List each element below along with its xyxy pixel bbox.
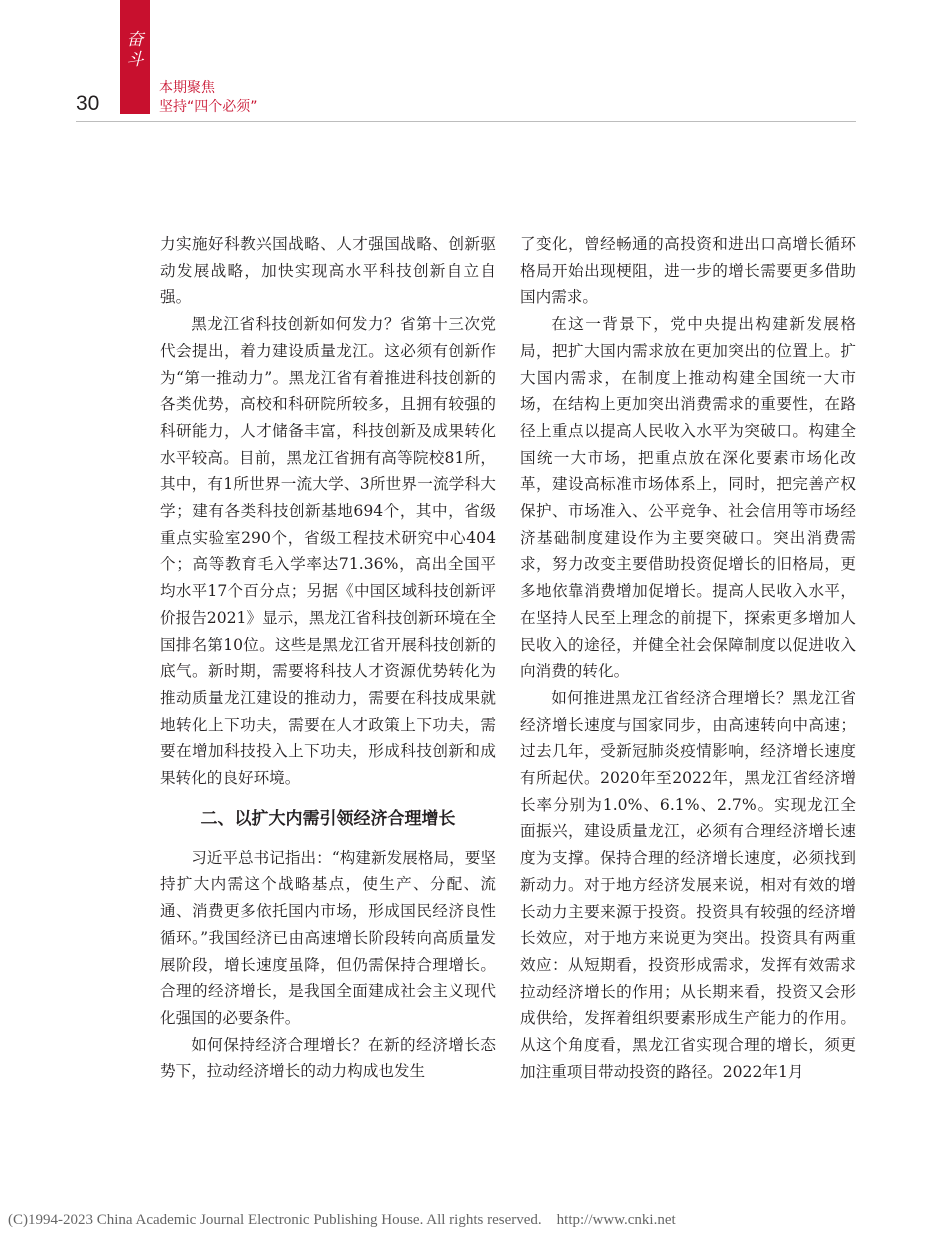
paragraph: 了变化，曾经畅通的高投资和进出口高增长循环格局开始出现梗阻，进一步的增长需要更多借助国内需求。 (520, 235, 856, 307)
left-column (160, 231, 496, 1085)
paragraph: 在这一背景下，党中央提出构建新发展格局，把扩大国内需求放在更加突出的位置上。扩大国内需求，在制度上推动构建全国统一大市场，在结构上更加突出消费需求的重要性，在路径上重点以提高人民收入水平为突破口。构建全国统一大市场，把重点放在深化要素市场化改革，建设高标准市场体系上，同时，把完善产权保护、市场准入、公平竞争、社会信用等市场经济基础制度建设作为主要突破口。突出消费需求，努力改变主要借助投资促增长的旧格局，更多地依靠消费增加促增长。提高人民收入水平，在坚持人民至上理念的前提下，探索更多增加人民收入的途径，并健全社会保障制度以促进收入向消费的转化。 (520, 315, 856, 681)
magazine-logo: 奋斗 (126, 30, 144, 70)
paragraph: 力实施好科教兴国战略、人才强国战略、创新驱动发展战略，加快实现高水平科技创新自立自强。 (160, 235, 496, 307)
copyright-footer (8, 1212, 676, 1229)
paragraph: 如何保持经济合理增长？在新的经济增长态势下，拉动经济增长的动力构成也发生 (160, 1035, 496, 1081)
header-tab (120, 0, 150, 114)
right-column (520, 231, 856, 1086)
paragraph: 习近平总书记指出：“构建新发展格局，要坚持扩大内需这个战略基点，使生产、分配、流通、消费更多依托国内市场，形成国民经济良性循环。”我国经济已由高速增长阶段转向高质量发展阶段，增长速度虽降，但仍需保持合理增长。合理的经济增长，是我国全面建成社会主义现代化强国的必要条件。 (160, 848, 496, 1027)
footer-url[interactable]: http://www.cnki.net (556, 1212, 676, 1228)
section-heading: 二、以扩大内需引领经济合理增长 (200, 808, 456, 829)
header-divider (76, 121, 856, 122)
page-number: 30 (76, 92, 100, 115)
section-label: 本期聚焦 (159, 80, 215, 96)
section-title: 坚持“四个必须” (159, 99, 258, 115)
paragraph: 如何推进黑龙江省经济合理增长？黑龙江省经济增长速度与国家同步，由高速转向中高速；过去几年，受新冠肺炎疫情影响，经济增长速度有所起伏。2020年至2022年，黑龙江省经济增长率分别为1.0%、6.1%、2.7%。实现龙江全面振兴，建设质量龙江，必须有合理经济增长速度为支撑。保持合理的经济增长速度，必须找到新动力。对于地方经济发展来说，相对有效的增长动力主要来源于投资。投资具有较强的经济增长效应，对于地方来说更为突出。投资具有两重效应：从短期看，投资形成需求，发挥有效需求拉动经济增长的作用；从长期来看，投资又会形成供给，发挥着组织要素形成生产能力的作用。从这个角度看，黑龙江省实现合理的增长，须更加注重项目带动投资的路径。2022年1月 (520, 688, 856, 1081)
paragraph: 黑龙江省科技创新如何发力？省第十三次党代会提出，着力建设质量龙江。这必须有创新作为“第一推动力”。黑龙江省有着推进科技创新的各类优势，高校和科研院所较多，且拥有较强的科研能力，人才储备丰富，科技创新及成果转化水平较高。目前，黑龙江省拥有高等院校81所，其中，有1所世界一流大学、3所世界一流学科大学；建有各类科技创新基地694个，其中，省级重点实验室290个，省级工程技术研究中心404个；高等教育毛入学率达71.36%，高出全国平均水平17个百分点；另据《中国区域科技创新评价报告2021》显示，黑龙江省科技创新环境在全国排名第10位。这些是黑龙江省开展科技创新的底气。新时期，需要将科技人才资源优势转化为推动质量龙江建设的推动力，需要在科技成果就地转化上下功夫，需要在人才政策上下功夫，需要在增加科技投入上下功夫，形成科技创新和成果转化的良好环境。 (160, 315, 496, 788)
copyright-text: (C)1994-2023 China Academic Journal Electronic Publishing House. All rights reserved. (8, 1212, 542, 1228)
